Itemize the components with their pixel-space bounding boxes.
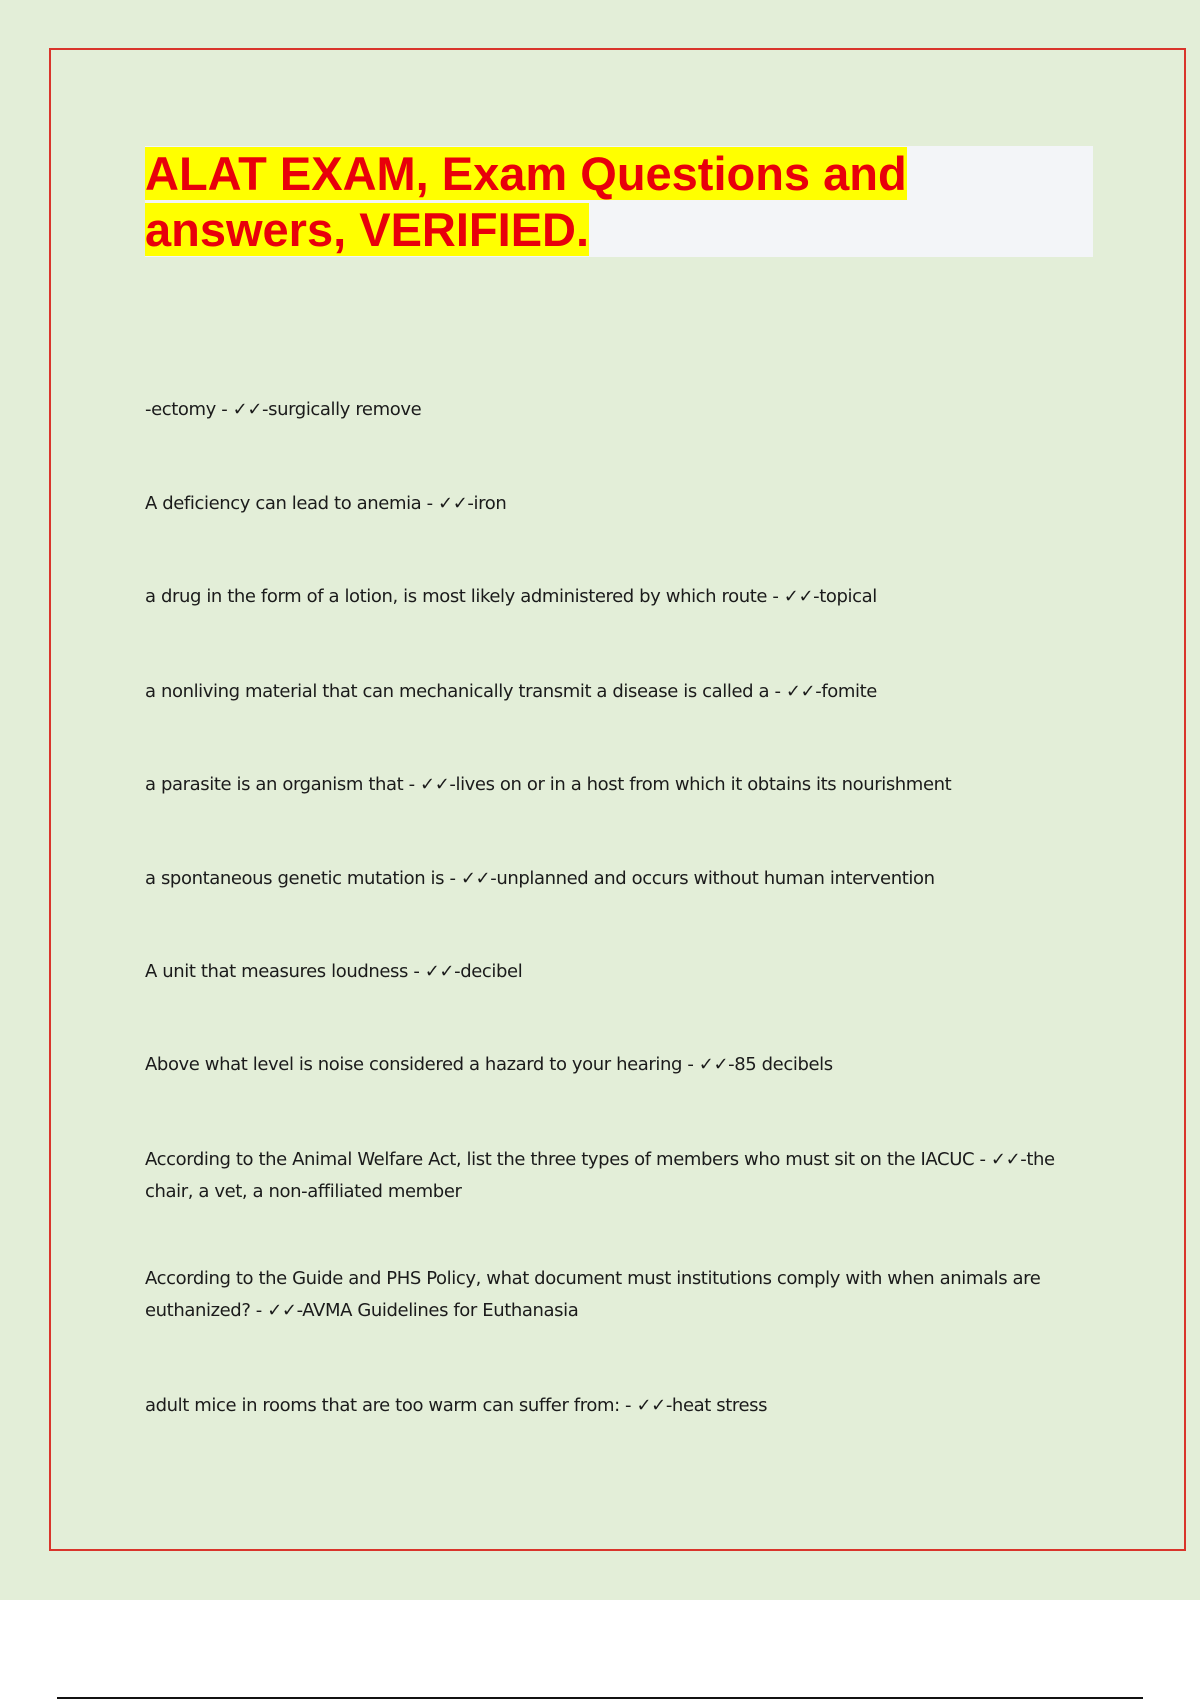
qa-item: a parasite is an organism that - ✓✓-lives on or in a host from which it obtains its nourishment <box>145 774 952 795</box>
title-highlight: ALAT EXAM, Exam Questions and answers, VERIFIED. <box>145 147 907 256</box>
title-block <box>145 146 1093 257</box>
qa-item: According to the Animal Welfare Act, list the three types of members who must sit on the IACUC - ✓✓-the chair, a vet, a non-affiliated member <box>145 1149 1055 1202</box>
document-title <box>145 146 1093 258</box>
qa-item: a nonliving material that can mechanically transmit a disease is called a - ✓✓-fomite <box>145 681 877 702</box>
qa-item: -ectomy - ✓✓-surgically remove <box>145 399 422 420</box>
qa-item: a spontaneous genetic mutation is - ✓✓-unplanned and occurs without human intervention <box>145 868 935 889</box>
qa-item: a drug in the form of a lotion, is most likely administered by which route - ✓✓-topical <box>145 586 877 607</box>
qa-item: adult mice in rooms that are too warm can suffer from: - ✓✓-heat stress <box>145 1395 768 1416</box>
qa-item: According to the Guide and PHS Policy, what document must institutions comply with when animals are euthanized? - ✓✓-AVMA Guidelines for Euthanasia <box>145 1268 1041 1321</box>
qa-item: A unit that measures loudness - ✓✓-decibel <box>145 961 523 982</box>
footer-rule <box>57 1697 1143 1699</box>
qa-item: A deficiency can lead to anemia - ✓✓-iron <box>145 493 507 514</box>
qa-item: Above what level is noise considered a hazard to your hearing - ✓✓-85 decibels <box>145 1054 833 1075</box>
